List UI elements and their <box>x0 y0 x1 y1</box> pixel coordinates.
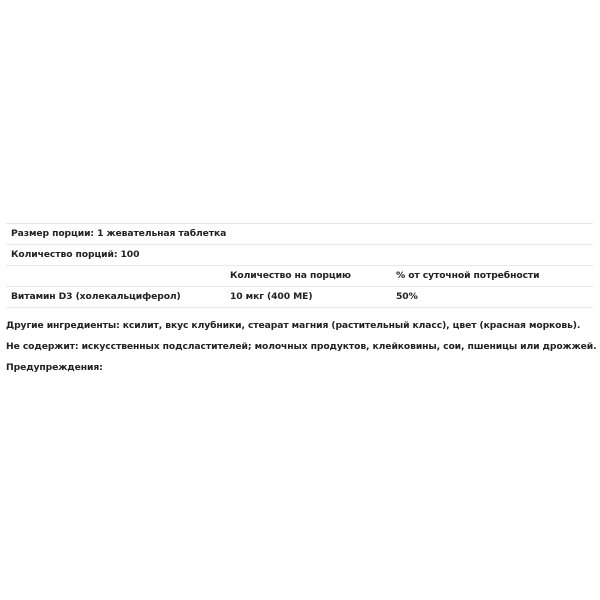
header-amount-per-serving: Количество на порцию <box>230 270 351 281</box>
header-daily-value: % от суточной потребности <box>396 270 540 281</box>
other-ingredients-text: Другие ингредиенты: ксилит, вкус клубники, стеарат магния (растительный класс), цвет (красная морковь). <box>6 320 581 331</box>
nutrient-daily-value: 50% <box>396 291 418 302</box>
product-notes <box>6 315 596 378</box>
table-header-row <box>6 266 593 287</box>
nutrient-amount: 10 мкг (400 МЕ) <box>230 291 313 302</box>
servings-per-container-text: Количество порций: 100 <box>11 249 140 260</box>
table-row <box>6 287 593 308</box>
supplement-facts-table <box>6 223 593 308</box>
serving-size-row <box>6 224 593 245</box>
serving-size-text: Размер порции: 1 жевательная таблетка <box>11 228 227 239</box>
nutrient-name: Витамин D3 (холекальциферол) <box>11 291 181 302</box>
does-not-contain-text: Не содержит: искусственных подсластителей; молочных продуктов, клейковины, сои, пшеницы или дрожжей. <box>6 341 597 352</box>
servings-per-container-row <box>6 245 593 266</box>
warnings-heading: Предупреждения: <box>6 362 103 373</box>
